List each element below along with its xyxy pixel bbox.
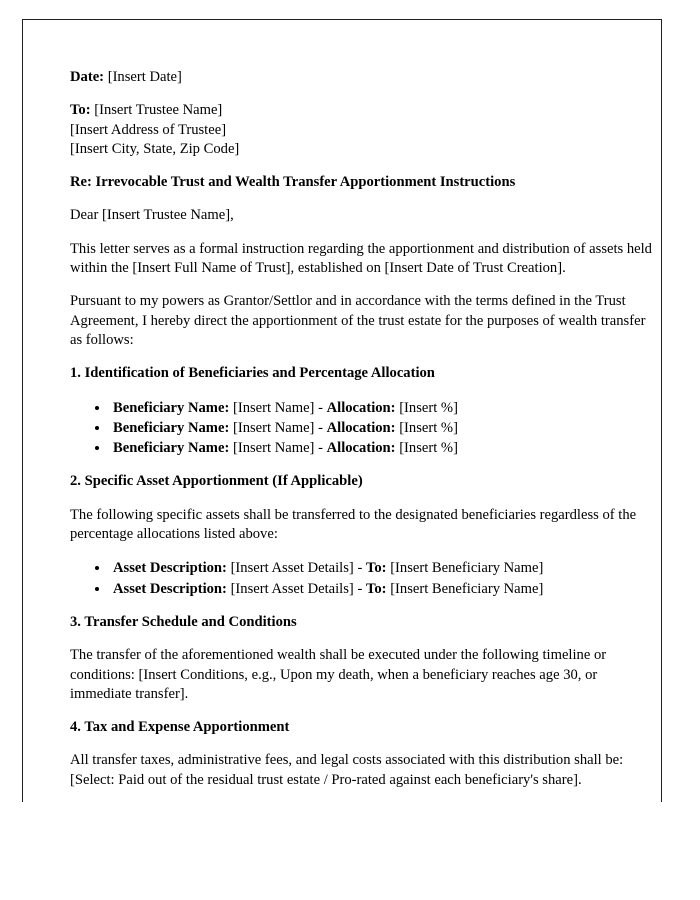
allocation-label: Allocation: [326,419,396,436]
beneficiary-name-value: [Insert Name] [232,419,315,436]
beneficiary-name-label: Beneficiary Name: [113,440,230,457]
date-label: Date: [70,69,105,85]
asset-description-value: [Insert Asset Details] [230,580,354,597]
list-item [110,558,658,578]
salutation: Dear [Insert Trustee Name], [70,207,234,224]
recipient-name: [Insert Trustee Name] [94,102,223,119]
allocation-value: [Insert %] [399,399,458,416]
document-page [22,19,662,802]
section-4-heading: 4. Tax and Expense Apportionment [70,719,290,736]
separator: - [318,399,323,416]
recipient-address: [Insert Address of Trustee] [70,121,227,138]
beneficiary-name-value: [Insert Name] [232,440,315,457]
separator: - [318,440,323,457]
asset-to-value: [Insert Beneficiary Name] [390,560,544,577]
section-1-heading: 1. Identification of Beneficiaries and Percentage Allocation [70,365,435,382]
recipient-block [70,101,658,159]
intro-paragraph: This letter serves as a formal instruction regarding the apportionment and distribution of assets held within the [Insert Full Name of Trust], established on [Insert Date of Trust Creation]. [70,240,652,277]
asset-description-label: Asset Description: [113,580,227,597]
to-label: To: [70,102,91,119]
allocation-label: Allocation: [326,399,396,416]
asset-description-value: [Insert Asset Details] [230,560,354,577]
section-3-heading: 3. Transfer Schedule and Conditions [70,613,297,630]
allocation-label: Allocation: [326,440,396,457]
section-4-paragraph: All transfer taxes, administrative fees, and legal costs associated with this distribution shall be: [Select: Paid out of the residual trust estate / Pro-rated against each beneficiary's share]. [70,752,624,788]
asset-description-label: Asset Description: [113,560,227,577]
date-value: [Insert Date] [107,69,182,85]
separator: - [357,580,363,597]
section-2-heading: 2. Specific Asset Apportionment (If Applicable) [70,473,363,490]
separator: - [318,419,323,436]
authority-paragraph: Pursuant to my powers as Grantor/Settlor and in accordance with the terms defined in the Trust Agreement, I hereby direct the apportionment of the trust estate for the purposes of wealth transfer as follows: [70,293,646,348]
letter-body [70,68,658,804]
beneficiary-name-value: [Insert Name] [232,399,315,416]
asset-list [70,558,658,599]
beneficiary-name-label: Beneficiary Name: [113,399,230,416]
recipient-name-line [70,101,658,120]
asset-to-value: [Insert Beneficiary Name] [390,580,544,597]
date-line [70,68,658,87]
recipient-city-state-zip: [Insert City, State, Zip Code] [70,140,240,157]
asset-to-label: To: [365,580,387,597]
subject-line: Re: Irrevocable Trust and Wealth Transfer Apportionment Instructions [70,174,516,191]
beneficiary-name-label: Beneficiary Name: [113,419,230,436]
list-item [110,418,658,438]
list-item [110,438,658,458]
separator: - [357,560,363,577]
asset-to-label: To: [365,560,387,577]
list-item [110,579,658,599]
list-item [110,398,658,418]
beneficiary-list [70,398,658,459]
allocation-value: [Insert %] [399,440,458,457]
section-3-paragraph: The transfer of the aforementioned wealth shall be executed under the following timeline or conditions: [Insert Conditions, e.g., Upon my death, when a beneficiary reaches age 30, or immediate transfer]. [70,647,607,702]
section-2-paragraph: The following specific assets shall be transferred to the designated beneficiaries regardless of the percentage allocations listed above: [70,506,637,543]
allocation-value: [Insert %] [399,419,458,436]
